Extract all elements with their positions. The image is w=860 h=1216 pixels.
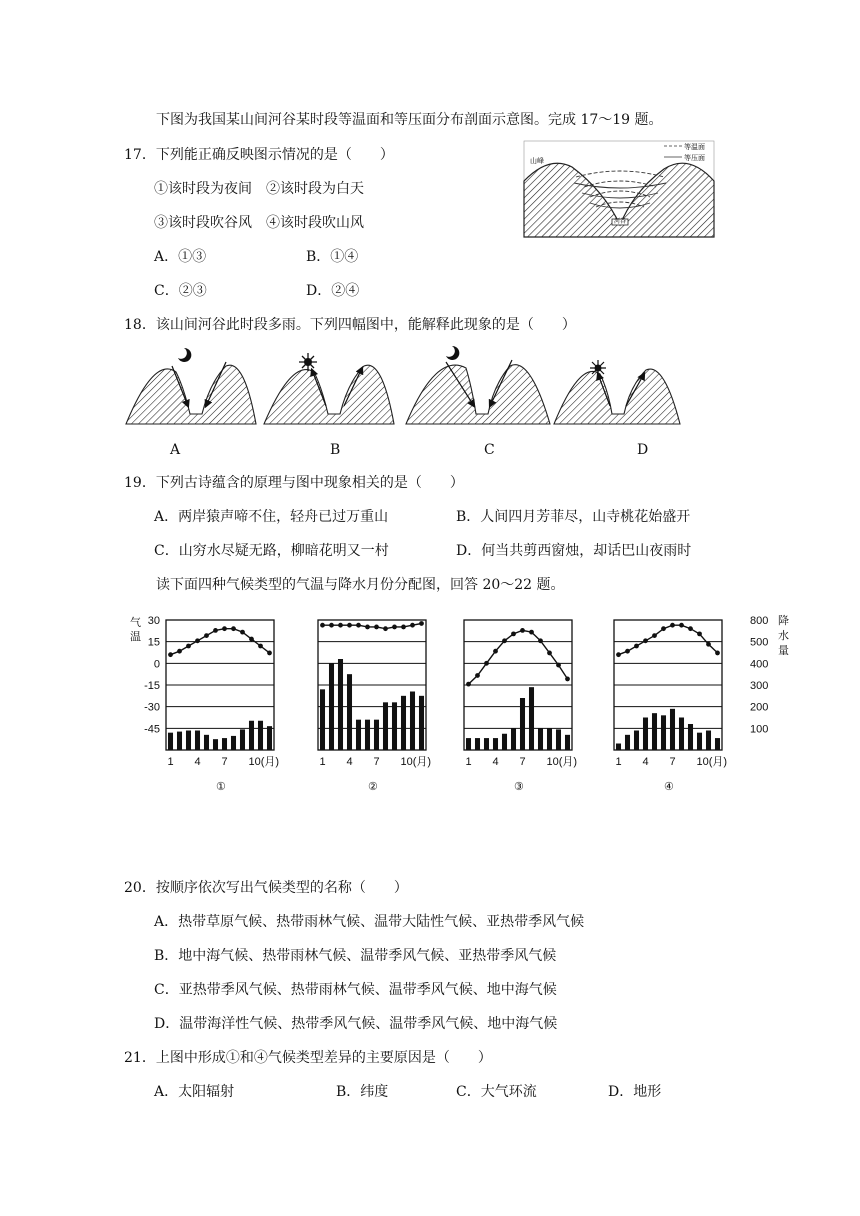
q19-option-b: B．人间四月芳菲尽，山寺桃花始盛开 xyxy=(456,509,691,525)
diagram-d xyxy=(554,360,680,424)
temp-point xyxy=(204,633,209,638)
temp-tick-label: 0 xyxy=(153,658,160,671)
precip-tick-label: 200 xyxy=(750,701,769,714)
precip-bar xyxy=(258,721,263,750)
temp-point xyxy=(529,630,534,635)
q17-option-c: C．②③ xyxy=(154,283,207,299)
month-tick-label: 4 xyxy=(194,756,201,768)
temp-point xyxy=(625,649,630,654)
precip-bar xyxy=(697,733,702,750)
temp-tick-label: -30 xyxy=(144,701,160,714)
temp-point xyxy=(652,633,657,638)
month-tick-label: 1 xyxy=(615,756,622,768)
temp-point xyxy=(547,651,552,656)
temp-point xyxy=(383,626,388,631)
temp-point xyxy=(419,621,424,626)
precip-bar xyxy=(625,735,630,750)
month-tick-label: 4 xyxy=(346,756,353,768)
precip-bar xyxy=(565,735,570,750)
precip-bar xyxy=(204,735,209,750)
q19-option-c: C．山穷水尽疑无路，柳暗花明又一村 xyxy=(154,543,389,559)
q20-option-d: D．温带海洋性气候、热带季风气候、温带季风气候、地中海气候 xyxy=(154,1016,558,1032)
q19-option-a: A．两岸猿声啼不住，轻舟已过万重山 xyxy=(154,509,389,525)
chart-number-label: ① xyxy=(216,781,226,793)
sun-icon xyxy=(590,360,606,376)
temp-point xyxy=(347,623,352,628)
temp-point xyxy=(195,638,200,643)
valley-isotherm-figure xyxy=(524,141,714,237)
temp-point xyxy=(511,631,516,636)
q18-label-d: D xyxy=(637,442,649,458)
temp-point xyxy=(484,661,489,666)
temp-point xyxy=(222,626,227,631)
temp-point xyxy=(556,663,561,668)
moon-icon xyxy=(446,346,459,360)
temp-tick-label: -45 xyxy=(144,723,160,736)
temp-point xyxy=(565,677,570,682)
temp-point xyxy=(466,682,471,687)
q18-label-b: B xyxy=(330,442,341,458)
precip-axis-title-char: 量 xyxy=(778,645,789,657)
q21-option-a: A．太阳辐射 xyxy=(154,1084,235,1100)
temp-tick-label: -15 xyxy=(144,680,160,692)
temp-point xyxy=(706,642,711,647)
temp-point xyxy=(520,628,525,633)
precip-tick-label: 500 xyxy=(750,636,769,649)
chart-number-label: ③ xyxy=(514,781,524,793)
temp-point xyxy=(258,644,263,649)
temp-line xyxy=(469,630,568,684)
q17-statement-2: ③该时段吹谷风 ④该时段吹山风 xyxy=(154,215,364,231)
temp-point xyxy=(320,623,325,628)
q20-option-a: A．热带草原气候、热带雨林气候、温带大陆性气候、亚热带季风气候 xyxy=(154,914,585,930)
q19-stem: 19．下列古诗蕴含的原理与图中现象相关的是（ ） xyxy=(124,475,464,491)
temp-point xyxy=(231,626,236,631)
precip-bar xyxy=(186,731,191,751)
temp-line xyxy=(619,625,718,655)
temp-point xyxy=(616,652,621,657)
temp-point xyxy=(410,623,415,628)
q18-stem: 18．该山间河谷此时段多雨。下列四幅图中，能解释此现象的是（ ） xyxy=(124,317,576,333)
q18-label-a: A xyxy=(170,442,181,458)
temp-point xyxy=(213,628,218,633)
temp-axis-title-char: 气 xyxy=(130,617,141,629)
temp-point xyxy=(392,625,397,630)
precip-bar xyxy=(249,721,254,750)
diagram-a xyxy=(126,348,256,424)
q17-statement-1: ①该时段为夜间 ②该时段为白天 xyxy=(154,181,364,197)
month-tick-label: 7 xyxy=(519,756,526,768)
chart-number-label: ④ xyxy=(664,781,674,793)
month-tick-label: 10(月) xyxy=(248,756,280,768)
precip-bar xyxy=(706,731,711,751)
temp-point xyxy=(374,625,379,630)
diagram-b xyxy=(264,353,394,424)
temp-point xyxy=(670,623,675,628)
precip-axis-title-char: 水 xyxy=(778,630,789,642)
precip-bar xyxy=(466,738,471,750)
temp-point xyxy=(186,644,191,649)
q19-option-d: D．何当共剪西窗烛，却话巴山夜雨时 xyxy=(456,543,692,559)
precip-bar xyxy=(634,731,639,751)
precip-bar xyxy=(679,718,684,751)
legend-isobar-label: 等压面 xyxy=(684,154,705,162)
climate-chart-3 xyxy=(464,620,577,793)
month-tick-label: 7 xyxy=(221,756,228,768)
precip-bar xyxy=(475,738,480,750)
precip-bar xyxy=(520,698,525,750)
sun-icon xyxy=(299,353,317,371)
temp-point xyxy=(643,638,648,643)
precip-bar xyxy=(410,692,415,751)
temp-point xyxy=(365,625,370,630)
month-tick-label: 1 xyxy=(319,756,326,768)
q17-stem: 17．下列能正确反映图示情况的是（ ） xyxy=(124,147,394,163)
temp-point xyxy=(475,673,480,678)
climate-chart-4 xyxy=(614,620,727,793)
precip-tick-label: 100 xyxy=(750,723,769,736)
q20-option-c: C．亚热带季风气候、热带雨林气候、温带季风气候、地中海气候 xyxy=(154,982,557,998)
intro-20-22: 读下面四种气候类型的气温与降水月份分配图，回答 20～22 题。 xyxy=(156,577,565,593)
q17-option-d: D．②④ xyxy=(306,283,360,299)
precip-bar xyxy=(222,738,227,750)
precip-bar xyxy=(643,718,648,751)
q17-option-b: B．①④ xyxy=(306,249,359,265)
legend-isotherm-label: 等温面 xyxy=(684,143,705,151)
chart-number-label: ② xyxy=(368,781,378,793)
q17-option-a: A．①③ xyxy=(154,249,207,265)
temp-line xyxy=(323,624,422,629)
diagram-c xyxy=(406,346,550,424)
valley-label: 河谷 xyxy=(614,218,627,225)
precip-bar xyxy=(484,738,489,750)
month-tick-label: 10(月) xyxy=(400,756,432,768)
temp-point xyxy=(538,638,543,643)
precip-bar xyxy=(168,733,173,750)
moon-icon xyxy=(178,348,191,362)
precip-bar xyxy=(231,736,236,750)
precip-bar xyxy=(267,726,272,750)
precip-bar xyxy=(213,739,218,750)
precip-bar xyxy=(493,738,498,750)
temp-point xyxy=(338,623,343,628)
precip-bar xyxy=(538,728,543,750)
precip-bar xyxy=(356,720,361,750)
precip-bar xyxy=(616,744,621,751)
temp-point xyxy=(329,623,334,628)
peak-label: 山峰 xyxy=(530,157,544,165)
temp-point xyxy=(679,623,684,628)
temp-point xyxy=(634,644,639,649)
temp-point xyxy=(697,631,702,636)
precip-bar xyxy=(365,720,370,750)
precip-bar xyxy=(347,674,352,750)
q18-label-c: C xyxy=(484,442,495,458)
temp-point xyxy=(715,651,720,656)
precip-bar xyxy=(715,738,720,750)
month-tick-label: 7 xyxy=(669,756,676,768)
precip-bar xyxy=(383,702,388,750)
temp-point xyxy=(249,637,254,642)
temp-point xyxy=(240,630,245,635)
climate-chart-2 xyxy=(318,620,431,793)
precip-bar xyxy=(502,734,507,750)
precip-bar xyxy=(419,696,424,750)
q18-diagrams xyxy=(126,344,696,424)
precip-bar xyxy=(547,728,552,750)
month-tick-label: 1 xyxy=(167,756,174,768)
month-tick-label: 10(月) xyxy=(696,756,728,768)
precip-bar xyxy=(688,724,693,750)
precip-bar xyxy=(661,715,666,750)
month-tick-label: 4 xyxy=(492,756,499,768)
temp-point xyxy=(502,638,507,643)
precip-bar xyxy=(329,663,334,750)
q21-option-b: B．纬度 xyxy=(336,1084,389,1100)
precip-bar xyxy=(338,659,343,750)
precip-bar xyxy=(177,732,182,750)
month-tick-label: 10(月) xyxy=(546,756,578,768)
q21-stem: 21．上图中形成①和④气候类型差异的主要原因是（ ） xyxy=(124,1050,492,1066)
q21-option-d: D．地形 xyxy=(608,1084,662,1100)
climate-chart-1 xyxy=(166,620,279,793)
precip-bar xyxy=(652,713,657,750)
precip-bar xyxy=(320,689,325,750)
precip-bar xyxy=(670,709,675,750)
precip-bar xyxy=(392,702,397,750)
month-tick-label: 7 xyxy=(373,756,380,768)
month-tick-label: 1 xyxy=(465,756,472,768)
temp-point xyxy=(177,649,182,654)
q20-stem: 20．按顺序依次写出气候类型的名称（ ） xyxy=(124,880,408,896)
precip-bar xyxy=(240,729,245,750)
temp-point xyxy=(168,652,173,657)
precip-bar xyxy=(511,728,516,750)
precip-bar xyxy=(556,729,561,750)
temp-point xyxy=(688,626,693,631)
precip-bar xyxy=(529,687,534,750)
q20-option-b: B．地中海气候、热带雨林气候、温带季风气候、亚热带季风气候 xyxy=(154,948,557,964)
temp-point xyxy=(493,649,498,654)
precip-tick-label: 800 xyxy=(750,615,769,627)
temp-point xyxy=(401,625,406,630)
temp-point xyxy=(267,651,272,656)
precip-tick-label: 300 xyxy=(750,680,769,692)
temp-tick-label: 30 xyxy=(147,615,160,627)
month-tick-label: 4 xyxy=(642,756,649,768)
temp-point xyxy=(356,623,361,628)
precip-bar xyxy=(374,720,379,750)
climate-charts xyxy=(120,610,840,810)
temp-tick-label: 15 xyxy=(147,636,160,649)
precip-bar xyxy=(195,731,200,751)
intro-17-19: 下图为我国某山间河谷某时段等温面和等压面分布剖面示意图。完成 17～19 题。 xyxy=(156,112,663,128)
temp-axis-title-char: 温 xyxy=(130,631,141,643)
precip-bar xyxy=(401,696,406,750)
q21-option-c: C．大气环流 xyxy=(456,1084,537,1100)
precip-axis-title-char: 降 xyxy=(778,615,789,627)
temp-point xyxy=(661,626,666,631)
precip-tick-label: 400 xyxy=(750,658,769,671)
